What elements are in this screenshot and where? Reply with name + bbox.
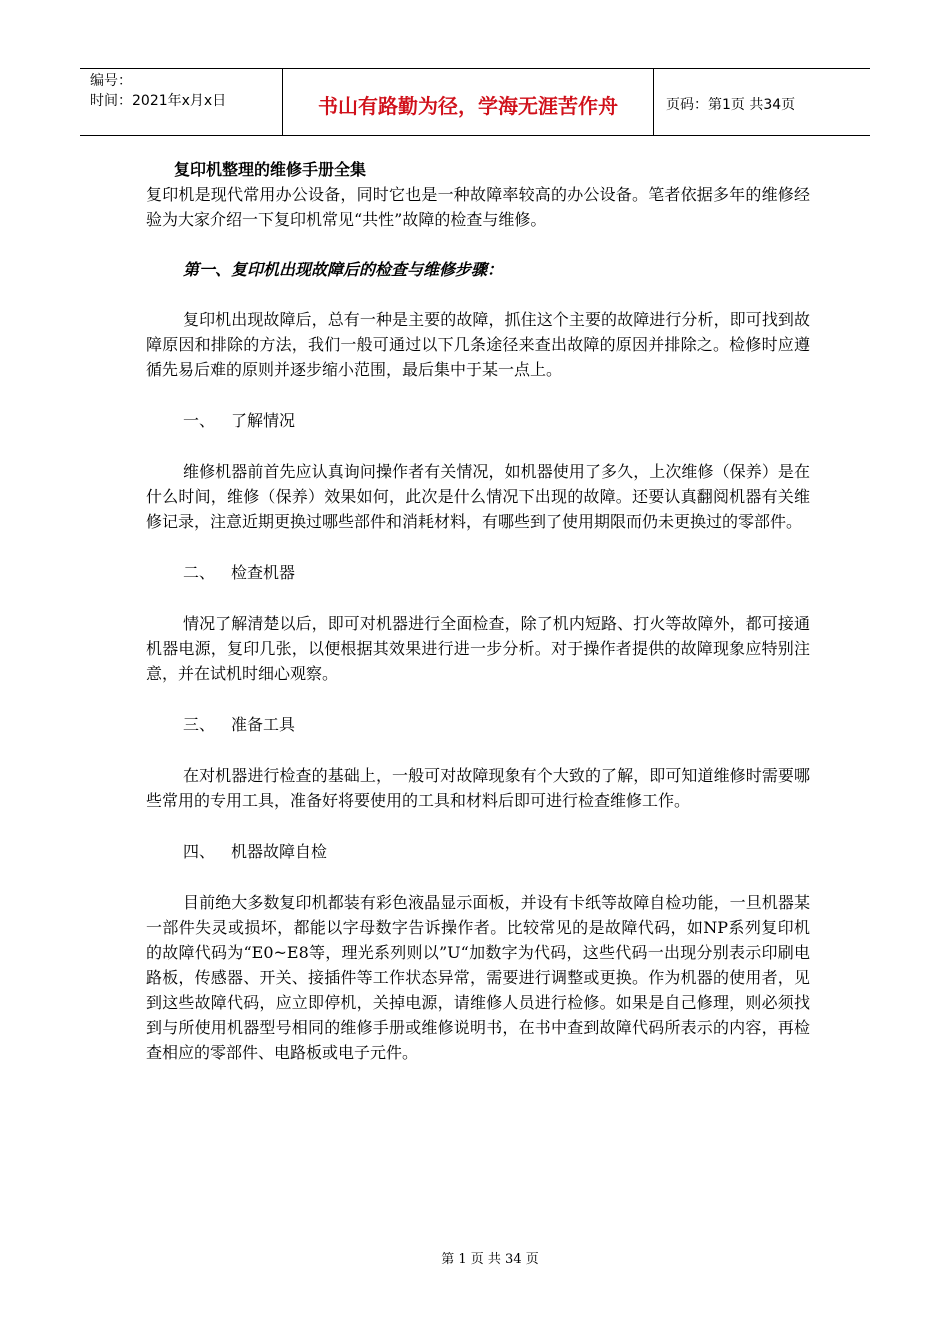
section-heading: 第一、复印机出现故障后的检查与维修步骤： xyxy=(183,260,504,279)
header-meta xyxy=(80,69,283,135)
page-footer: 第 1 页 共 34 页 xyxy=(441,1252,539,1267)
step-title: 了解情况 xyxy=(231,411,296,430)
step-heading xyxy=(146,712,810,737)
step-paragraph: 在对机器进行检查的基础上，一般可对故障现象有个大致的了解，即可知道维修时需要哪些常用的专用工具，准备好将要使用的工具和材料后即可进行检查维修工作。 xyxy=(146,766,810,810)
header-motto: 书山有路勤为径，学海无涯苦作舟 xyxy=(283,69,654,135)
step-number: 二、 xyxy=(183,563,216,582)
step-heading xyxy=(146,839,810,864)
serial-number-label: 编号： xyxy=(90,73,132,89)
step-title: 准备工具 xyxy=(231,715,296,734)
step-paragraph: 目前绝大多数复印机都装有彩色液晶显示面板，并设有卡纸等故障自检功能，一旦机器某一部件失灵或损坏，都能以字母数字告诉操作者。比较常见的是故障代码，如NP系列复印机的故障代码为“E0~E8等，理光系列则以”U“加数字为代码，这些代码一出现分别表示印刷电路板，传感器、开关、接插件等工作状态异常，需要进行调整或更换。作为机器的使用者，见到这些故障代码，应立即停机，关掉电源，请维修人员进行检修。如果是自己修理，则必须找到与所使用机器型号相同的维修手册或维修说明书，在书中查到故障代码所表示的内容，再检查相应的零部件、电路板或电子元件。 xyxy=(146,893,810,1062)
intro-paragraph: 复印机是现代常用办公设备，同时它也是一种故障率较高的办公设备。笔者依据多年的维修经验为大家介绍一下复印机常见“共性”故障的检查与维修。 xyxy=(146,185,810,229)
section-paragraph: 复印机出现故障后，总有一种是主要的故障，抓住这个主要的故障进行分析，即可找到故障原因和排除的方法，我们一般可通过以下几条途径来查出故障的原因并排除之。检修时应遵循先易后难的原则并逐步缩小范围，最后集中于某一点上。 xyxy=(146,310,810,379)
step-heading xyxy=(146,560,810,585)
date-label: 时间：2021年x月x日 xyxy=(90,93,227,109)
step-number: 一、 xyxy=(183,411,216,430)
header-page-info: 页码：第1页 共34页 xyxy=(666,97,796,113)
document-body xyxy=(146,158,810,1065)
page-header xyxy=(80,68,870,136)
document-title: 复印机整理的维修手册全集 xyxy=(174,160,367,179)
step-number: 四、 xyxy=(183,842,216,861)
step-title: 检查机器 xyxy=(231,563,296,582)
step-paragraph: 维修机器前首先应认真询问操作者有关情况，如机器使用了多久，上次维修（保养）是在什么时间，维修（保养）效果如何，此次是什么情况下出现的故障。还要认真翻阅机器有关维修记录，注意近期更换过哪些部件和消耗材料，有哪些到了使用期限而仍未更换过的零部件。 xyxy=(146,462,810,531)
step-title: 机器故障自检 xyxy=(231,842,328,861)
step-paragraph: 情况了解清楚以后，即可对机器进行全面检查，除了机内短路、打火等故障外，都可接通机器电源，复印几张，以便根据其效果进行进一步分析。对于操作者提供的故障现象应特别注意，并在试机时细心观察。 xyxy=(146,614,810,683)
step-heading xyxy=(146,408,810,433)
step-number: 三、 xyxy=(183,715,216,734)
